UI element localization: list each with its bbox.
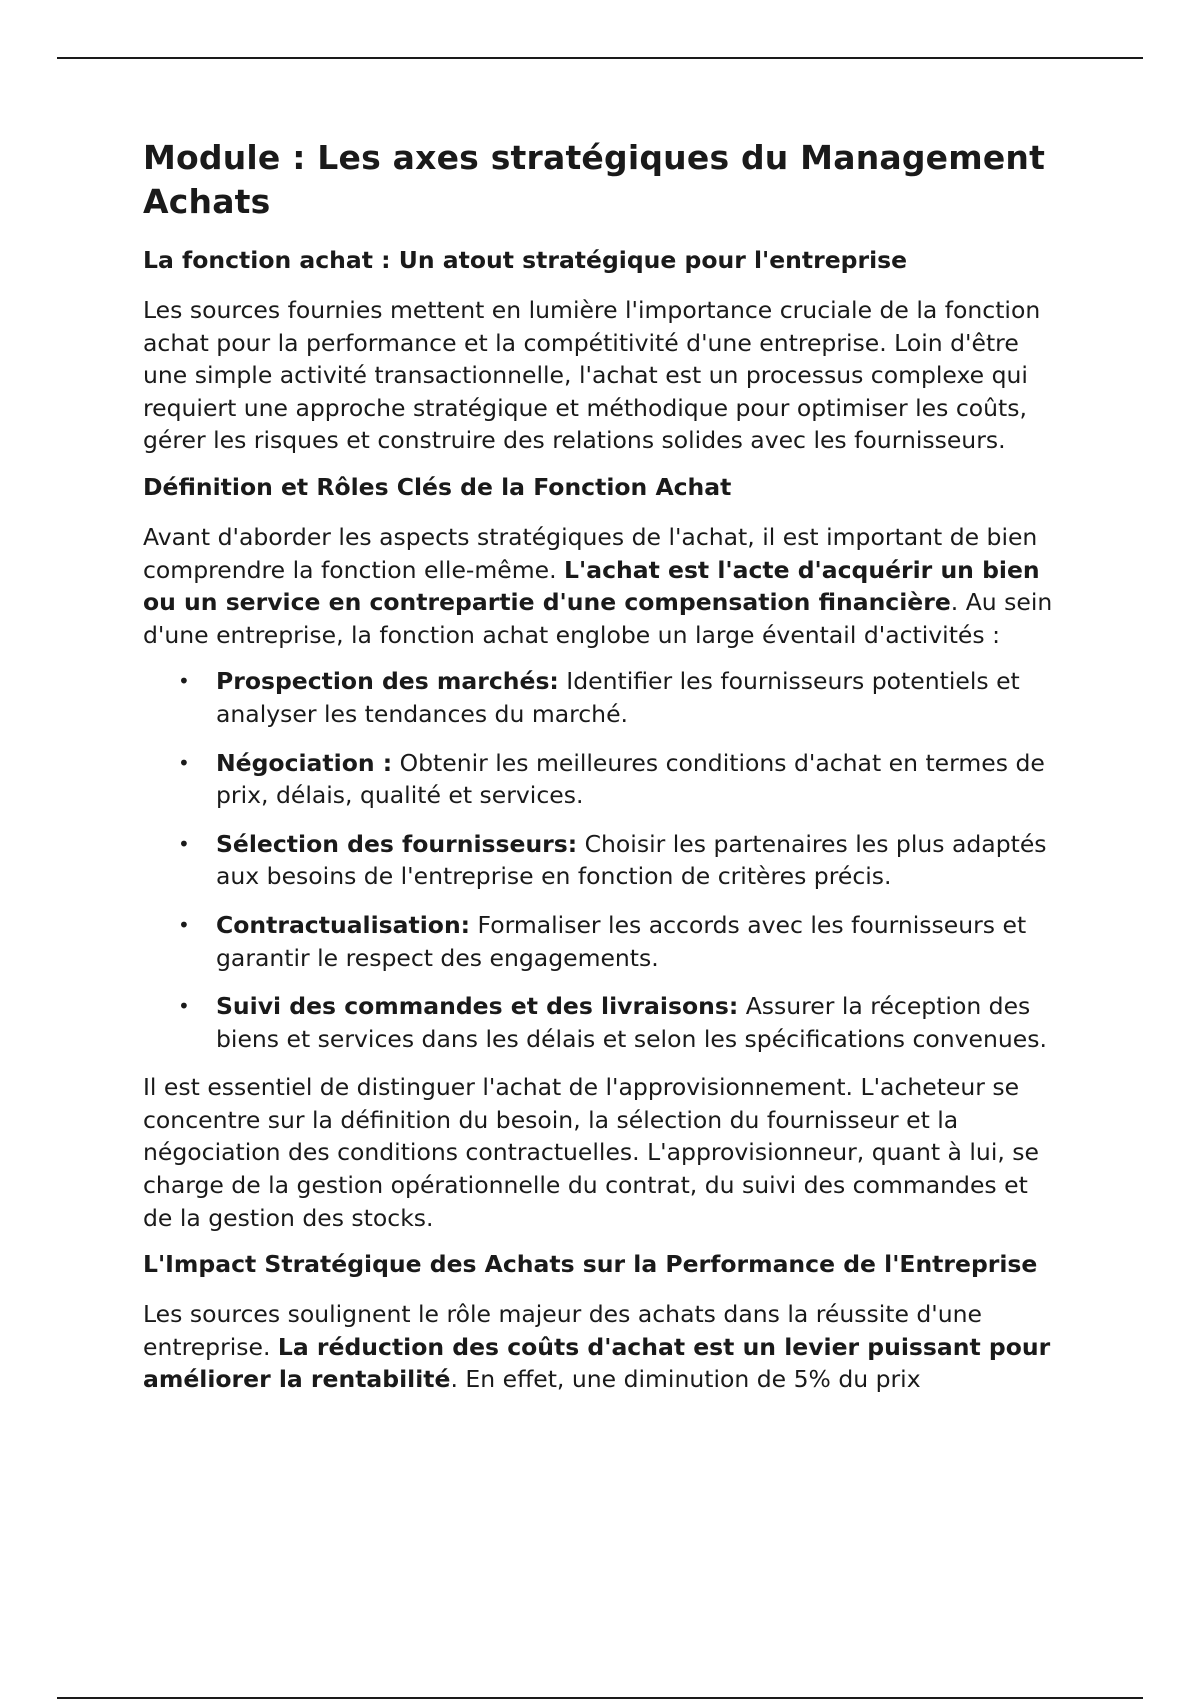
definition-text-start: Avant d'aborder les aspects stratégiques de l'achat, il est important de bien comprendre la fonction elle-même. [143,522,1038,584]
list-item-term: Prospection des marchés: [216,667,559,696]
list-item [216,828,1063,893]
list-item-term: Négociation : [216,748,393,777]
footer-rule [57,1697,1143,1699]
definition-text-end: . Au sein d'une entreprise, la fonction achat englobe un large éventail d'activités : [143,588,1053,649]
list-item [216,665,1063,730]
paragraph-impact [143,1298,1063,1396]
list-item-term: Contractualisation: [216,910,471,939]
document-body [143,136,1063,1410]
list-item-desc: Assurer la réception des biens et services dans les délais et selon les spécifications convenues. [216,992,1047,1053]
module-title: Module : Les axes stratégiques du Management Achats [143,138,1046,221]
section-heading-definition: Définition et Rôles Clés de la Fonction Achat [143,472,732,501]
impact-text-end: . En effet, une diminution de 5% du prix [450,1365,921,1394]
list-item-desc: Identifier les fournisseurs potentiels et analyser les tendances du marché. [216,667,1020,728]
list-item-desc: Formaliser les accords avec les fournisseurs et garantir le respect des engagements. [216,910,1027,972]
list-item-desc: Obtenir les meilleures conditions d'achat en termes de prix, délais, qualité et services. [216,748,1045,810]
definition-bold: L'achat est l'acte d'acquérir un bien ou un service en contrepartie d'une compensation financière [143,555,1040,617]
list-item [216,990,1063,1055]
impact-bold: La réduction des coûts d'achat est un levier puissant pour améliorer la rentabilité [143,1332,1051,1394]
section-heading-impact: L'Impact Stratégique des Achats sur la Performance de l'Entreprise [143,1250,1038,1279]
list-item-term: Suivi des commandes et des livraisons: [216,992,739,1021]
impact-text-start: Les sources soulignent le rôle majeur des achats dans la réussite d'une entreprise. [143,1300,983,1361]
section-heading-fonction-achat: La fonction achat : Un atout stratégique pour l'entreprise [143,246,908,274]
list-item-desc: Choisir les partenaires les plus adaptés aux besoins de l'entreprise en fonction de critères précis. [216,829,1047,891]
paragraph-definition [143,521,1063,651]
list-item [216,909,1063,974]
paragraph-distinction: Il est essentiel de distinguer l'achat de l'approvisionnement. L'acheteur se concentre sur la définition du besoin, la sélection du fournisseur et la négociation des conditions contractuelles. L'approvisionneur, quant à lui, se charge de la gestion opérationnelle du contrat, du suivi des commandes et de la gestion des stocks. [143,1073,1039,1232]
paragraph-intro: Les sources fournies mettent en lumière l'importance cruciale de la fonction achat pour la performance et la compétitivité d'une entreprise. Loin d'être une simple activité transactionnelle, l'achat est un processus complexe qui requiert une approche stratégique et méthodique pour optimiser les coûts, gérer les risques et construire des relations solides avec les fournisseurs. [143,296,1041,455]
list-item-term: Sélection des fournisseurs: [216,829,578,858]
header-rule [57,57,1143,59]
activities-list [143,665,1063,1055]
list-item [216,747,1063,812]
